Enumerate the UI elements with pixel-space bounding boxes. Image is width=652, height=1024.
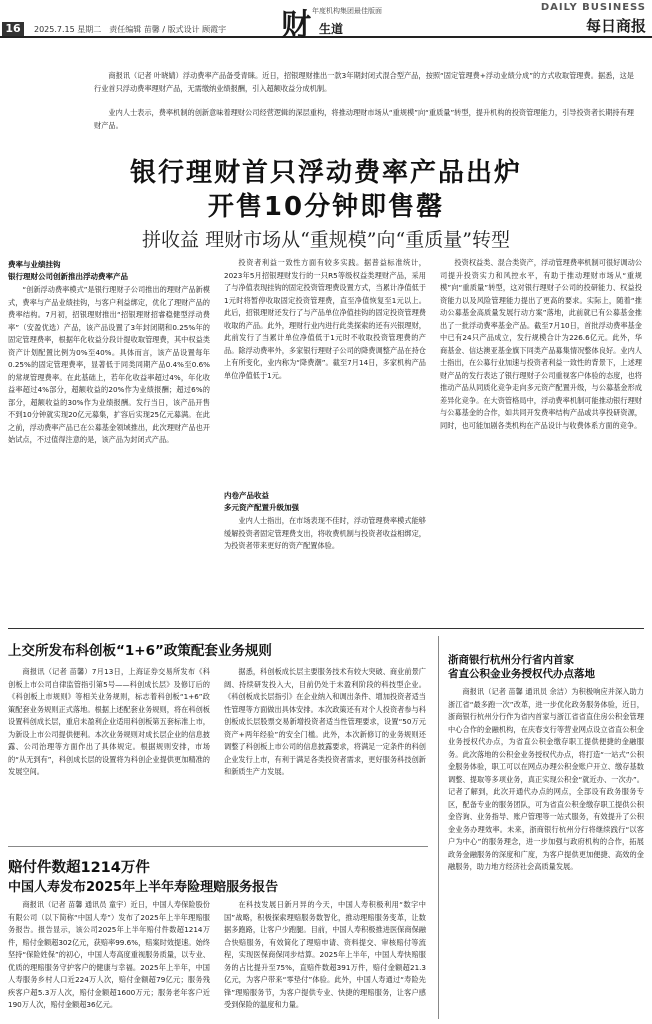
story3-column-1: 商报讯（记者 苗馨 通讯员 童宇）近日，中国人寿保险股份有限公司（以下简称“中国人寿”）发布了2025年上半年理赔服务报告。报告显示，该公司2025年上半年赔付件数超1214万件，赔付金额超302亿元，获赔率99.6%，赔案时效提速。始终坚持“保险姓保”的初心，中国人寿高度重视服务质量，以专业、优质的理赔服务守护客户的健康与幸福。2025年上半年，中国人寿服务乡村人口近224万人次，赔付金额超79亿元；服务残疾客户超5.3万人次，赔付金额超1600万元；服务老年客户近190万人次，赔付金额超36亿元。 [8, 900, 210, 1009]
story1-kicker-3: 内卷产品收益 [224, 491, 269, 500]
lead-paragraph-2: 业内人士表示，费率机制的创新意味着理财公司经营逻辑的深层重构，将推动理财市场从“重规模”向“重质量”转型，提升机构的投资管理能力，引导投资者长期持有理财产品。 [94, 108, 634, 130]
section-name: 生道 [319, 22, 344, 36]
issue-meta: 2025.7.15 星期二 责任编辑 苗馨 / 版式设计 顾霞宇 [34, 25, 227, 34]
sidebar-divider [438, 636, 439, 1019]
story3-title: 赔付件数超1214万件 [8, 860, 150, 876]
brand-english: DAILY BUSINESS [540, 2, 646, 13]
page-number: 16 [2, 22, 24, 36]
brand-chinese: 每日商报 [585, 17, 646, 35]
story1-column-2: 投资者利益一致性方面有较多实践。据普益标准统计，2023年5月招银理财发行的一只R5等级权益类理财产品，采用了与净值表现挂钩的固定投资管理费设置方式，当累计净值低于1元时将暂停收取固定投资管理费，直至净值恢复至1元以上。此后，招银理财还发行了与产品单位净值挂钩的固定投资管理费收取的产品。此外，理财行业内进行此类探索的还有兴银理财，此前发行了当累计单位净值低于1元时不收取投资管理费的产品。除浮动费率外，多家银行理财子公司的降费调整产品在持仓上有所变化，业内称为“降费潮”。截至7月14日，多家机构产品单位净值低于1元。 [224, 258, 426, 380]
story2-title: 上交所发布科创板“1+6”政策配套业务规则 [8, 643, 272, 659]
story3-subtitle: 中国人寿发布2025年上半年寿险理赔服务报告 [8, 880, 279, 895]
story4-body: 商报讯（记者 苗馨 通讯员 余洁）为积极响应并深入助力浙江省“最多跑一次”改革，进一步优化政务服务体验，近日，浙商银行杭州分行作为省内首家与浙江省省直住房公积金管理中心合作的金融机构，在庆春支行等营业网点设立省直公积金业务授权代办点，为省直公积金缴存职工提供便捷的金融服务。此次落地的公积金业务授权代办点，将打造“一站式”公积金服务体验，职工可以在网点办理公积金账户开立、缴存基数调整、提取等多项业务，真正实现公积金“就近办、一次办”。记者了解到，此次开通代办点的网点，全部设有政务服务专区，配备专业的服务团队，可为省直公积金缴存职工提供公积金咨询、业务指导、账户管理等一站式服务，有效提升了公积金业务办理效率。未来，浙商银行杭州分行将继续践行“以客户为中心”的服务理念，进一步加强与政府机构的合作，拓展政务金融服务的深度和广度，为客户提供更加便捷、高效的金融服务，助力地方经济社会高质量发展。 [448, 687, 644, 871]
story1-column-3: 投资权益类、混合类资产，浮动管理费率机制可很好调动公司提升投资实力和风控水平，有助于推动理财市场从“重规模”向“重质量”转型，这对银行理财子公司的投研能力、权益投资能力以及风险管理能力提出了更高的要求。实际上，随着“推动公募基金高质量发展行动方案”落地，此前就已有公募基金推出了一批浮动费率基金产品。截至7月10日，首批浮动费率基金中已有24只产品成立，发行规模合计为226.6亿元。此外，华商基金、信达澳亚基金旗下同类产品募集情况整体良好。业内人士指出，在公募行业加速与投资者利益一致性的背景下，上述理财产品的发行表达了银行理财子公司重视客户体验的态度，也将推动产品从同质化竞争走向多元资产配置升级，与公募基金形成差异化竞争。在大资管格局中，浮动费率机制可能推动银行理财与公募基金的合作，如共同开发费率结构产品或共享投研资源，同时，也可能加剧各类机构在产品设计与收费体系方面的竞争。 [440, 258, 642, 430]
story4-title-line-1: 浙商银行杭州分行省内首家 [448, 654, 574, 666]
story4-title-line-2: 省直公积金业务授权代办点落地 [448, 668, 595, 680]
section-logo: 财 [281, 8, 309, 43]
story-divider-2 [8, 846, 428, 847]
story1-kicker-2: 银行理财公司创新推出浮动费率产品 [8, 272, 128, 281]
headline-subtitle: 拼收益 理财市场从“重规模”向“重质量”转型 [142, 229, 510, 251]
story2-column-2: 据悉，科创板成长层主要服务技术有较大突破、商业前景广阔、持续研发投入大，目前仍处于未盈利阶段的科技型企业。《科创板成长层指引》在企业纳入和调出条件、增加投资者适当性管理等方面做出具体安排。本次政策还有对个人投资者参与科创板成长层股票交易新增投资者适当性管理要求，设置“50万元资产+两年经验”的安全门槛。此外，本次新修订的业务规则还调整了科创板上市公司的信息披露要求，将满足一定条件的科创企业发行上市，有利于满足各类投资者需求，更好服务科技创新和新质生产力发展。 [224, 667, 426, 776]
headline-line-2: 开售10分钟即售罄 [207, 192, 445, 222]
story1-kicker-4: 多元资产配置升级加强 [224, 503, 299, 512]
section-award: 年度机构集团最佳版面 [312, 7, 382, 15]
story1-column-1: “创新浮动费率模式”是银行理财子公司推出的理财产品新模式，费率与产品业绩挂钩，与客户利益绑定，优化了理财产品的费率结构。7月初，招银理财推出“招银理财招睿稳健型浮动费率”（安盈优选）产品，该产品设置了3年封闭期和0.25%年的固定管理费率，根据年化收益分段计提收取管理费，其中权益类资产计划配置比例为0%至40%。具体而言，该产品设置每年0.25%的固定管理费率，显著低于同类同期产品0.4%至0.6%的常规管理费率。在此基础上，若年化收益率超过4%，年化收益率超过4%部分，超额收益的20%作为业绩报酬；超过6%的部分，超额收益的30%作为业绩报酬。发行当日，该产品开售不到10分钟就实现20亿元募集，扩容后实现25亿元募满。在此之前，浮动费率产品已在公募基金领域推出，此次理财产品也开始试点，不过值得注意的是，该产品为封闭式产品。 [8, 285, 210, 444]
lead-paragraph-1: 商报讯（记者 叶晓婧）浮动费率产品备受青睐。近日，招银理财推出一款3年期封闭式混合型产品，按照“固定管理费+浮动业绩分成”的方式收取管理费。据悉，这是行业首只浮动费率理财产品，无需缴纳业绩报酬，引入超额收益分成机制。 [94, 71, 634, 93]
story1-kicker-1: 费率与业绩挂钩 [8, 260, 61, 269]
story2-column-1: 商报讯（记者 苗馨）7月13日，上海证券交易所发布《科创板上市公司自律监管指引第5号——科创成长层》及修订后的《科创板上市规则》等相关业务规则，标志着科创板“1+6”政策配套业务规则正式落地。根据上述配套业务规则，将在科创板设置科创成长层，重启未盈利企业适用科创板第五套标准上市，为新设上市公司提供便利。本次业务规则对成长层企业的信息披露、公司治理等方面作出了具体规定。根据规则安排，市场的“从无到有”，科创成长层的设置将为科创企业提供更加精准的发展空间。 [8, 667, 210, 776]
story-divider [8, 628, 644, 629]
story1-column-2b: 业内人士指出，在市场表现不佳时，浮动管理费率模式能够缓解投资者固定管理费支出，将收费机制与投资者收益相绑定，为投资者带来更好的资产配置体验。 [224, 516, 426, 550]
masthead [0, 0, 652, 43]
story3-column-2: 在科技发展日新月异的今天，中国人寿积极利用“数字中国”战略，积极探索理赔服务数智化，推动理赔服务变革，让数据多跑路，让客户少跑腿。目前，中国人寿积极推进医保商保融合快赔服务，有效简化了理赔申请、资料提交、审核赔付等流程，实现医保商保同步结算。2025年上半年，中国人寿快赔服务的占比提升至75%，直赔件数超391万件，赔付金额超21.3亿元，为客户带来“零垫付”体验。此外，中国人寿通过“寿险先锋”理赔服务节，为客户提供专业、快捷的理赔服务，让客户感受到保险的温度和力量。 [224, 900, 426, 1009]
headline-line-1: 银行理财首只浮动费率产品出炉 [129, 158, 522, 188]
